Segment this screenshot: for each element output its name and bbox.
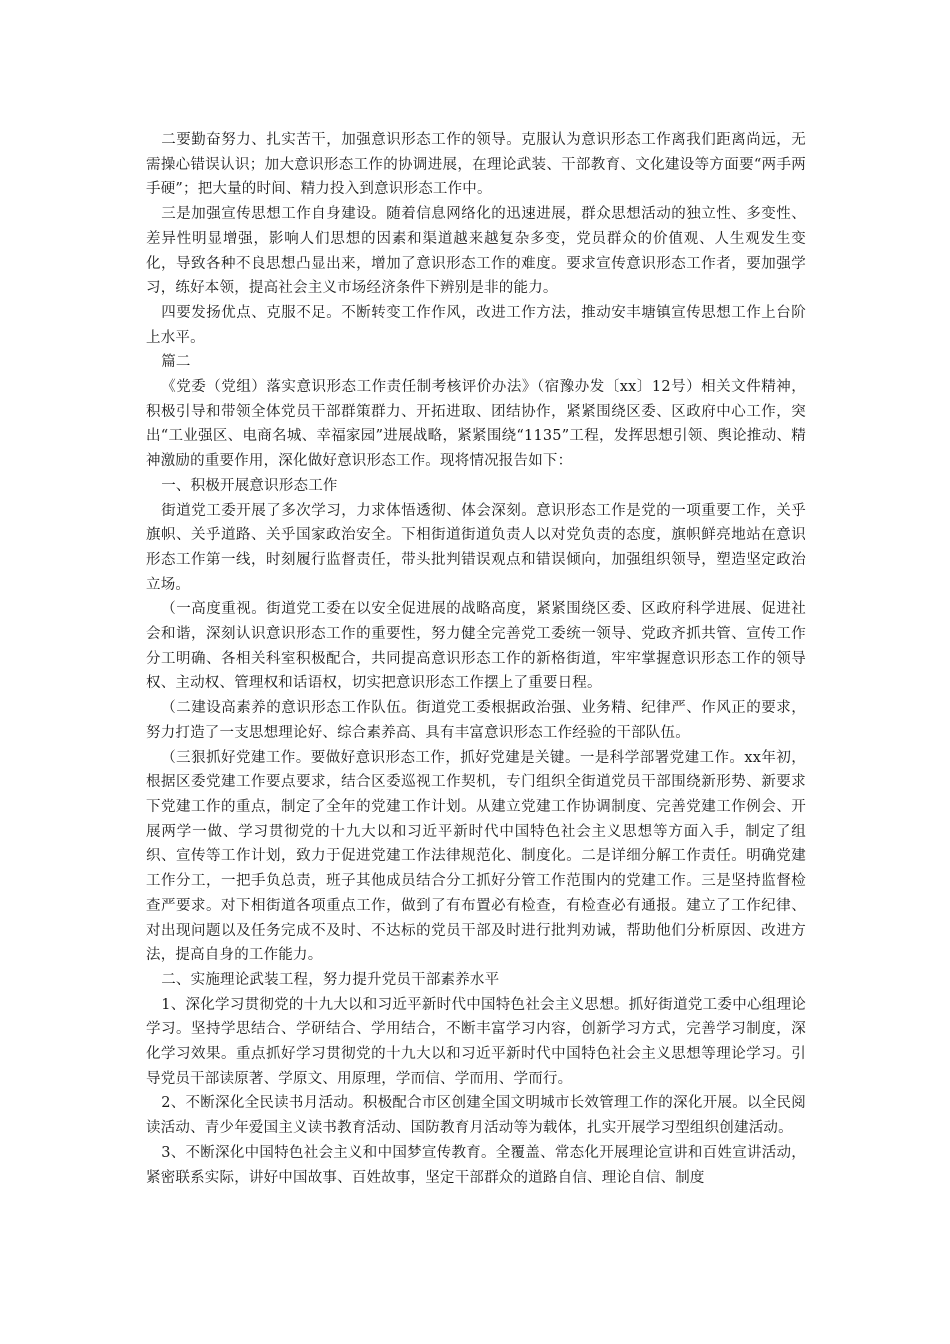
paragraph: 2、不断深化全民读书月活动。积极配合市区创建全国文明城市长效管理工作的深化开展。以全民阅读活动、青少年爱国主义读书教育活动、国防教育月活动等为载体，扎实开展学习型组织创建活动。: [146, 1095, 806, 1137]
section-heading: 篇二: [161, 354, 191, 371]
paragraph: （二建设高素养的意识形态工作队伍。街道党工委根据政治强、业务精、纪律严、作风正的要求，努力打造了一支思想理论好、综合素养高、具有丰富意识形态工作经验的干部队伍。: [146, 700, 806, 741]
paragraph: （三狠抓好党建工作。要做好意识形态工作，抓好党建是关键。一是科学部署党建工作。xx年初，根据区委党建工作要点要求，结合区委巡视工作契机，专门组织全街道党员干部围绕新形势、新要求下党建工作的重点，制定了全年的党建工作计划。从建立党建工作协调制度、完善党建工作例会、开展两学一做、学习贯彻党的十九大以和习近平新时代中国特色社会主义思想等方面入手，制定了组织、宣传等工作计划，致力于促进党建工作法律规范化、制度化。二是详细分解工作责任。明确党建工作分工，一把手负总责，班子其他成员结合分工抓好分管工作范围内的党建工作。三是坚持监督检查严要求。对下相街道各项重点工作，做到了有布置必有检查，有检查必有通报。建立了工作纪律、对出现问题以及任务完成不及时、不达标的党员干部及时进行批判劝诫，帮助他们分析原因、改进方法，提高自身的工作能力。: [146, 749, 806, 964]
paragraph: 三是加强宣传思想工作自身建设。随着信息网络化的迅速进展，群众思想活动的独立性、多变性、差异性明显增强，影响人们思想的因素和渠道越来越复杂多变，党员群众的价值观、人生观发生变化，导致各种不良思想凸显出来，增加了意识形态工作的难度。要求宣传意识形态工作者，要加强学习，练好本领，提高社会主义市场经济条件下辨别是非的能力。: [146, 206, 806, 297]
paragraph: （一高度重视。街道党工委在以安全促进展的战略高度，紧紧围绕区委、区政府科学进展、促进社会和谐，深刻认识意识形态工作的重要性，努力健全完善党工委统一领导、党政齐抓共管、宣传工作分工明确、各相关科室积极配合，共同提高意识形态工作的新格街道，牢牢掌握意识形态工作的领导权、主动权、管理权和话语权，切实把意识形态工作摆上了重要日程。: [146, 601, 806, 692]
paragraph: 1、深化学习贯彻党的十九大以和习近平新时代中国特色社会主义思想。抓好街道党工委中心组理论学习。坚持学思结合、学研结合、学用结合，不断丰富学习内容，创新学习方式，完善学习制度，深化学习效果。重点抓好学习贯彻党的十九大以和习近平新时代中国特色社会主义思想等理论学习。引导党员干部读原著、学原文、用原理，学而信、学而用、学而行。: [146, 996, 806, 1087]
section-heading: 二、实施理论武装工程，努力提升党员干部素养水平: [161, 971, 500, 988]
section-heading: 一、积极开展意识形态工作: [161, 477, 338, 494]
document-body: [146, 128, 806, 1190]
paragraph: 二要勤奋努力、扎实苦干，加强意识形态工作的领导。克服认为意识形态工作离我们距离尚远，无需操心错误认识；加大意识形态工作的协调进展，在理论武装、干部教育、文化建设等方面要“两手两手硬”；把大量的时间、精力投入到意识形态工作中。: [146, 132, 806, 198]
paragraph: 四要发扬优点、克服不足。不断转变工作作风，改进工作方法，推动安丰塘镇宣传思想工作上台阶上水平。: [146, 304, 806, 346]
paragraph: 街道党工委开展了多次学习，力求体悟透彻、体会深刻。意识形态工作是党的一项重要工作，关乎旗帜、关乎道路、关乎国家政治安全。下相街道街道负责人以对党负责的态度，旗帜鲜亮地站在意识形态工作第一线，时刻履行监督责任，带头批判错误观点和错误倾向，加强组织领导，塑造坚定政治立场。: [146, 502, 806, 593]
paragraph: 3、不断深化中国特色社会主义和中国梦宣传教育。全覆盖、常态化开展理论宣讲和百姓宣讲活动，紧密联系实际，讲好中国故事、百姓故事，坚定干部群众的道路自信、理论自信、制度: [146, 1144, 806, 1186]
paragraph: 《党委（党组）落实意识形态工作责任制考核评价办法》（宿豫办发〔xx〕12号）相关文件精神，积极引导和带领全体党员干部群策群力、开拓进取、团结协作，紧紧围绕区委、区政府中心工作，突出“工业强区、电商名城、幸福家园”进展战略，紧紧围绕“1135”工程，发挥思想引领、舆论推动、精神激励的重要作用，深化做好意识形态工作。现将情况报告如下：: [146, 379, 806, 470]
